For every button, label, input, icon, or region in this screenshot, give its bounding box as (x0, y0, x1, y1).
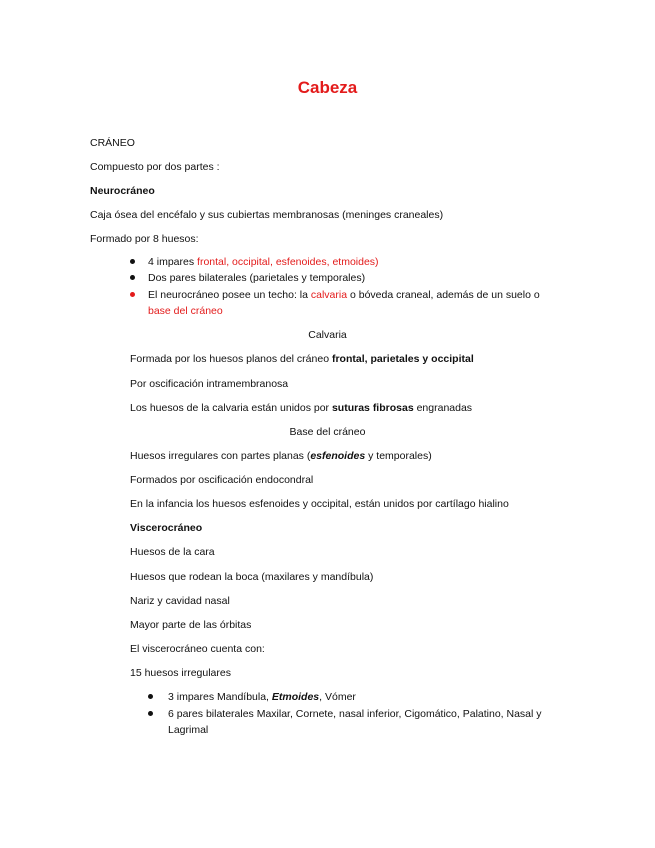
bullet-icon (148, 694, 153, 699)
viscero-line-5: El viscerocráneo cuenta con: (130, 643, 265, 655)
base-line-3: En la infancia los huesos esfenoides y occipital, están unidos por cartílago hialino (130, 498, 509, 510)
bullet-icon (148, 711, 153, 716)
list-item-continuation: base del cráneo (148, 305, 223, 317)
neurocraneo-count: Formado por 8 huesos: (90, 233, 199, 245)
calvaria-line-1: Formada por los huesos planos del cráneo frontal, parietales y occipital (130, 353, 474, 365)
calvaria-heading: Calvaria (308, 329, 347, 341)
base-craneo-heading: Base del cráneo (289, 426, 366, 438)
intro-text: Compuesto por dos partes : (90, 161, 220, 173)
list-item: 3 impares Mandíbula, Etmoides, Vómer (168, 691, 356, 703)
viscero-line-3: Nariz y cavidad nasal (130, 595, 230, 607)
list-item-continuation: Lagrimal (168, 724, 209, 736)
list-item: El neurocráneo posee un techo: la calvaria o bóveda craneal, además de un suelo o (148, 289, 540, 301)
bullet-icon (130, 275, 135, 280)
base-line-2: Formados por oscificación endocondral (130, 474, 314, 486)
viscero-line-6: 15 huesos irregulares (130, 667, 231, 679)
bullet-icon (130, 292, 135, 297)
viscero-line-2: Huesos que rodean la boca (maxilares y mandíbula) (130, 571, 374, 583)
calvaria-line-2: Por oscificación intramembranosa (130, 378, 289, 390)
list-item: 4 impares frontal, occipital, esfenoides, etmoides) (148, 256, 379, 268)
bullet-icon (130, 259, 135, 264)
craneo-heading: CRÁNEO (90, 137, 135, 149)
list-item: Dos pares bilaterales (parietales y temporales) (148, 272, 366, 284)
neurocraneo-description: Caja ósea del encéfalo y sus cubiertas membranosas (meninges craneales) (90, 209, 444, 221)
viscero-line-4: Mayor parte de las órbitas (130, 619, 252, 631)
base-line-1: Huesos irregulares con partes planas (esfenoides y temporales) (130, 450, 432, 462)
viscero-line-1: Huesos de la cara (130, 546, 215, 558)
viscerocraneo-heading: Viscerocráneo (130, 522, 203, 534)
neurocraneo-heading: Neurocráneo (90, 185, 155, 197)
page-title: Cabeza (297, 78, 358, 97)
calvaria-line-3: Los huesos de la calvaria están unidos por suturas fibrosas engranadas (130, 402, 473, 414)
list-item: 6 pares bilaterales Maxilar, Cornete, nasal inferior, Cigomático, Palatino, Nasal y (168, 708, 542, 720)
